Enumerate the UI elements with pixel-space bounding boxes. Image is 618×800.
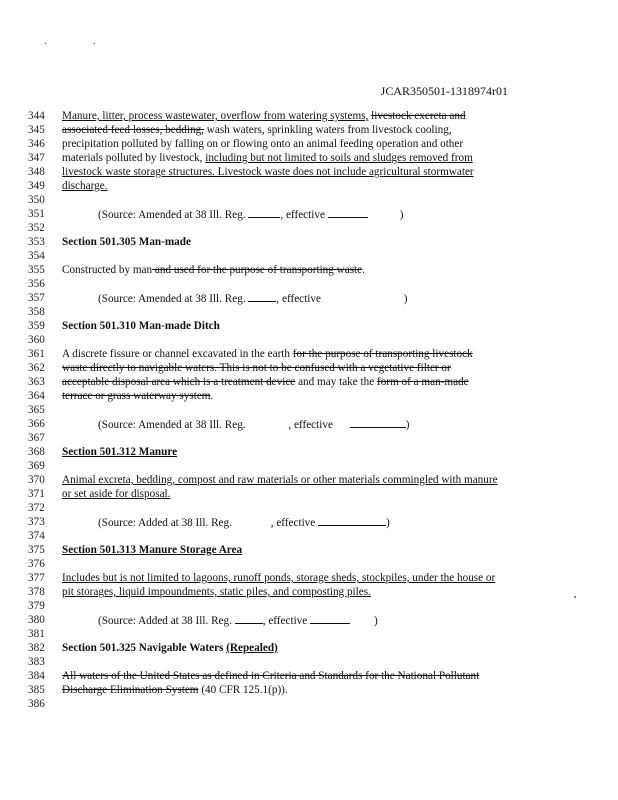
source-text: , effective: [280, 209, 328, 221]
line-number: 367: [28, 432, 45, 444]
blank-line: [310, 613, 350, 624]
inserted-text: Animal excreta, bedding, compost and raw materials or other materials commingled with manure: [62, 474, 498, 486]
blank-line: [248, 207, 280, 218]
section-heading: Section 501.313 Manure Storage Area: [62, 544, 243, 556]
source-text: , effective: [288, 419, 336, 431]
line-number: 345: [28, 124, 45, 136]
line-number: 386: [28, 698, 45, 710]
source-text: (Source: Amended at 38 Ill. Reg.: [98, 419, 249, 431]
plain-text: A discrete fissure or channel excavated in the earth: [62, 348, 293, 360]
blank-line: [235, 613, 263, 624]
line-number: 366: [28, 418, 45, 430]
line-number: 369: [28, 460, 45, 472]
line-number: 384: [28, 670, 45, 682]
inserted-text: overflow from watering systems,: [220, 110, 369, 122]
source-note: [98, 417, 409, 432]
source-text: (Source: Added at 38 Ill. Reg.: [98, 615, 235, 627]
line-number: 378: [28, 586, 45, 598]
document-id: JCAR350501-1318974r01: [380, 84, 508, 98]
deleted-text: waste directly to navigable waters. This is not to be confused with a vegetative filter or: [62, 362, 451, 374]
blank-line: [318, 515, 386, 526]
blank-line: [328, 207, 368, 218]
line-text: [62, 389, 213, 403]
line-number: 385: [28, 684, 45, 696]
source-note: [98, 613, 378, 628]
inserted-text: including but not limited to soils and sludges removed from: [205, 152, 473, 164]
line-text: [62, 151, 473, 165]
source-text: ): [399, 209, 404, 221]
source-text: ): [405, 419, 410, 431]
line-number: 346: [28, 138, 45, 150]
line-text: [62, 375, 469, 389]
deleted-text: associated feed losses, bedding,: [62, 124, 204, 136]
line-number: 351: [28, 208, 45, 220]
source-note: [98, 515, 390, 530]
plain-text: .: [210, 390, 214, 402]
line-number: 371: [28, 488, 45, 500]
deleted-text: acceptable disposal area which is a treatment device: [62, 376, 296, 388]
source-text: (Source: Amended at 38 Ill. Reg.: [98, 209, 249, 221]
inserted-text: pit storages, liquid impoundments, static piles, and composting piles.: [62, 586, 371, 598]
deleted-text: All waters of the United States as defined in Criteria and Standards for the National Pollutant: [62, 670, 480, 682]
inserted-text: discharge.: [62, 180, 108, 192]
source-text: , effective: [270, 517, 319, 529]
line-number: 374: [28, 530, 45, 542]
line-text: [62, 263, 365, 277]
line-number: 344: [28, 110, 45, 122]
line-number: 353: [28, 236, 45, 248]
deleted-text: livestock excreta and: [371, 110, 466, 122]
source-note: [98, 207, 403, 222]
line-number: 348: [28, 166, 45, 178]
plain-text: materials polluted by livestock,: [62, 152, 206, 164]
line-number: 382: [28, 642, 45, 654]
heading-text: Section 501.325 Navigable Waters: [62, 642, 227, 654]
line-text: precipitation polluted by falling on or flowing onto an animal feeding operation and other: [62, 138, 464, 150]
section-heading: [62, 641, 278, 655]
line-number: 373: [28, 516, 45, 528]
source-note: [98, 291, 407, 306]
inserted-text: Includes but is not limited to lagoons, runoff ponds, storage sheds, stockpiles, under the house or: [62, 572, 496, 584]
deleted-text: terrace or grass waterway system: [62, 390, 211, 402]
blank-line: [350, 417, 406, 428]
line-number: 356: [28, 278, 45, 290]
source-text: ): [374, 615, 378, 627]
line-number: 377: [28, 572, 45, 584]
line-number: 380: [28, 614, 45, 626]
plain-text: (40 CFR 125.1(p)).: [198, 684, 288, 696]
line-number: 362: [28, 362, 45, 374]
line-number: 383: [28, 656, 45, 668]
top-marks: . .: [44, 36, 118, 47]
line-number: 357: [28, 292, 45, 304]
line-text: [62, 123, 452, 137]
scan-speck: [574, 596, 576, 598]
line-number: 358: [28, 306, 45, 318]
plain-text: wash waters, sprinkling waters from livestock cooling,: [203, 124, 452, 136]
line-number: 360: [28, 334, 45, 346]
line-number: 354: [28, 250, 45, 262]
deleted-text: for the purpose of transporting livestock: [292, 348, 473, 360]
blank-line: [248, 291, 276, 302]
line-number: 364: [28, 390, 45, 402]
source-text: (Source: Added at 38 Ill. Reg.: [98, 517, 235, 529]
line-number: 355: [28, 264, 45, 276]
inserted-text: (Repealed): [226, 642, 278, 654]
source-text: , effective: [262, 615, 311, 627]
line-number: 376: [28, 558, 45, 570]
line-text: [62, 347, 473, 361]
line-number: 352: [28, 222, 45, 234]
section-heading: Section 501.312 Manure: [62, 446, 178, 458]
line-number: 363: [28, 376, 45, 388]
line-number: 365: [28, 404, 45, 416]
plain-text: and may take the: [295, 376, 377, 388]
line-number: 347: [28, 152, 45, 164]
inserted-text: or set aside for disposal.: [62, 488, 171, 500]
source-text: , effective: [276, 293, 324, 305]
line-number: 379: [28, 600, 45, 612]
line-number: 375: [28, 544, 45, 556]
line-number: 370: [28, 474, 45, 486]
plain-text: Constructed by man: [62, 264, 153, 276]
section-heading: Section 501.310 Man-made Ditch: [62, 320, 220, 332]
deleted-text: and used for the purpose of transporting waste: [152, 264, 363, 276]
source-text: ): [386, 517, 390, 529]
inserted-text: Manure, litter, process wastewater,: [62, 110, 221, 122]
line-number: 368: [28, 446, 45, 458]
line-number: 350: [28, 194, 45, 206]
deleted-text: Discharge Elimination System: [62, 684, 199, 696]
source-text: (Source: Amended at 38 Ill. Reg.: [98, 293, 249, 305]
line-number: 349: [28, 180, 45, 192]
line-text: [62, 109, 466, 123]
section-heading: Section 501.305 Man-made: [62, 236, 191, 248]
line-number: 361: [28, 348, 45, 360]
line-text: [62, 683, 288, 697]
line-number: 372: [28, 502, 45, 514]
source-text: ): [403, 293, 408, 305]
plain-text: .: [362, 264, 365, 276]
inserted-text: livestock waste storage structures. Livestock waste does not include agricultural stormwater: [62, 166, 474, 178]
line-number: 359: [28, 320, 45, 332]
line-number: 381: [28, 628, 45, 640]
deleted-text: form of a man-made: [376, 376, 469, 388]
